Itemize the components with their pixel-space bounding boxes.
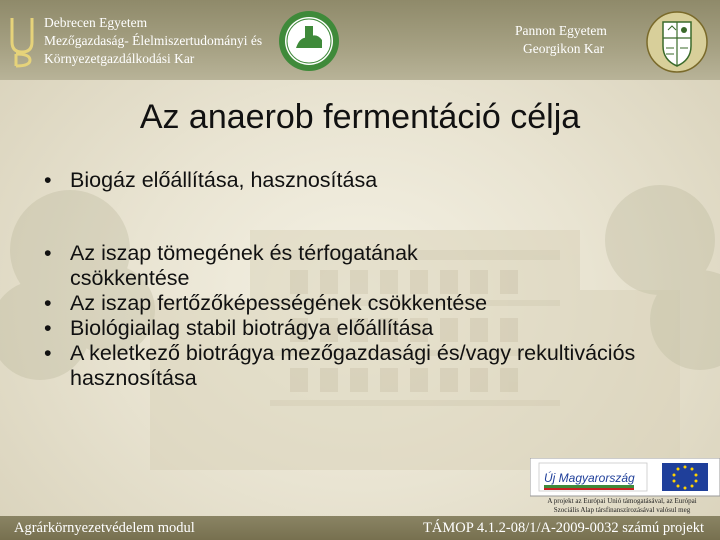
header-left-line: Mezőgazdaság- Élelmiszertudományi és bbox=[44, 33, 263, 48]
eu-caption-line: A projekt az Európai Unió támogatásával, az Európai bbox=[547, 497, 697, 505]
eu-funding-caption bbox=[524, 497, 720, 515]
header-left-line: Környezetgazdálkodási Kar bbox=[44, 51, 195, 66]
bullet-item: • Az iszap tömegének és térfogatának csökkentése bbox=[42, 241, 540, 291]
header-right-line: Pannon Egyetem bbox=[515, 23, 607, 38]
bullet-item: • Biológiailag stabil biotrágya előállítása bbox=[42, 316, 682, 341]
header-right-line: Georgikon Kar bbox=[523, 41, 605, 56]
footer-project-id: TÁMOP 4.1.2-08/1/A-2009-0032 számú projekt bbox=[423, 520, 704, 536]
university-of-debrecen-logo-icon bbox=[6, 12, 40, 68]
faculty-seal-logo-icon bbox=[278, 10, 340, 72]
bullet-item: • Biogáz előállítása, hasznosítása bbox=[42, 168, 682, 193]
georgikon-crest-icon bbox=[646, 8, 708, 76]
uj-magyarorszag-logo-text: Új Magyarország bbox=[544, 471, 635, 485]
slide-title: Az anaerob fermentáció célja bbox=[139, 98, 581, 136]
header-bar bbox=[0, 0, 720, 80]
header-left-institution bbox=[44, 14, 262, 68]
footer-bar bbox=[0, 516, 720, 540]
footer-module-name: Agrárkörnyezetvédelem modul bbox=[14, 520, 195, 536]
eu-caption-line: Szociális Alap társfinanszírozásával valósul meg bbox=[553, 506, 691, 514]
bullet-list bbox=[42, 168, 682, 391]
header-left-line: Debrecen Egyetem bbox=[44, 15, 148, 30]
bullet-item: • Az iszap fertőzőképességének csökkentése bbox=[42, 291, 682, 316]
header-right-institution bbox=[515, 22, 607, 58]
bullet-item: • A keletkező biotrágya mezőgazdasági és/vagy rekultivációs hasznosítása bbox=[42, 341, 660, 391]
